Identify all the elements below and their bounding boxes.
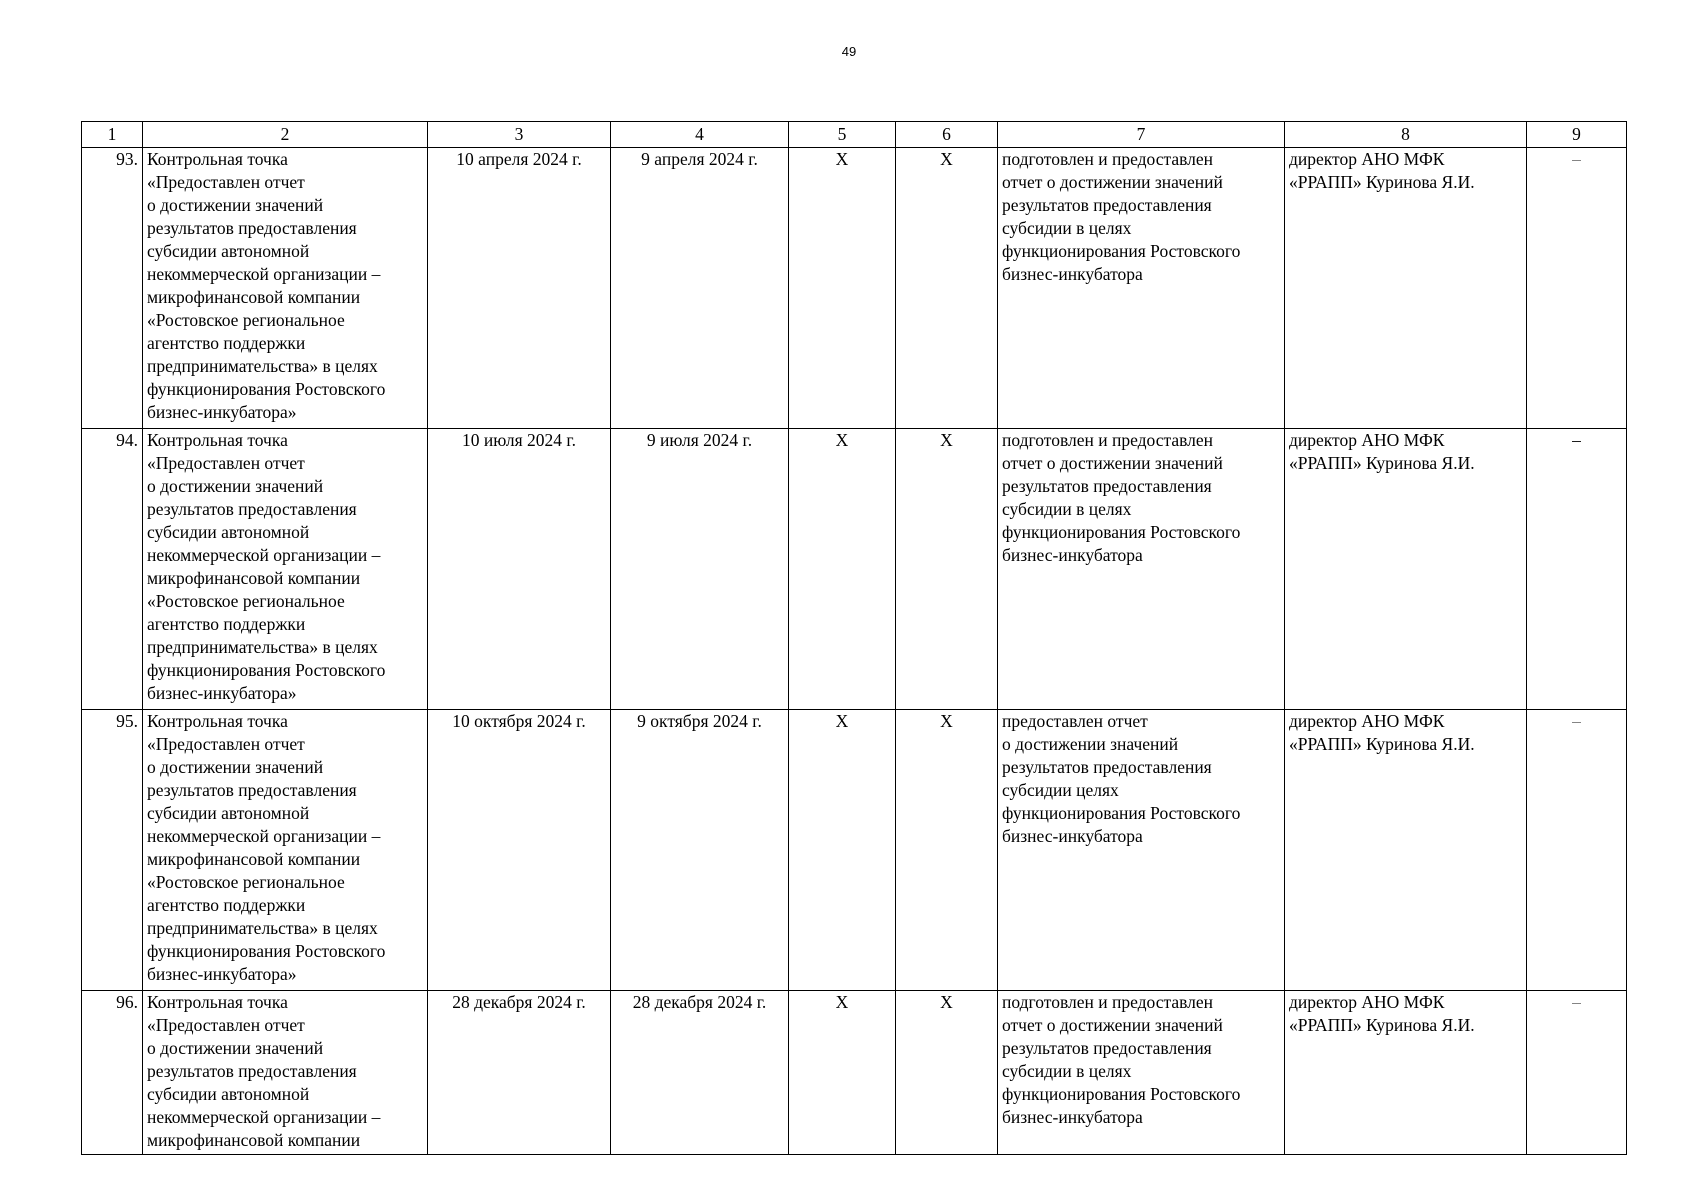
control-point-text: Контрольная точка «Предоставлен отчет о достижении значений результатов предоставления субсидии автономной некоммерческой организации – микрофинансовой компании «Ростовское региональное агентство поддержки предпринимательства» в целях функционирования Ростовского бизнес-инкубатора»	[147, 149, 386, 422]
table-row	[82, 429, 1627, 710]
responsible-text: директор АНО МФК «РРАПП» Куринова Я.И.	[1289, 711, 1475, 754]
header-row	[82, 122, 1627, 148]
table-row	[82, 710, 1627, 991]
table-row	[82, 991, 1627, 1155]
result-text: подготовлен и предоставлен отчет о достижении значений результатов предоставления субсидии в целях функционирования Ростовского бизнес-инкубатора	[1002, 430, 1241, 565]
responsible-person	[1285, 991, 1527, 1155]
actual-date: 9 октября 2024 г.	[611, 710, 789, 991]
planned-date: 10 апреля 2024 г.	[428, 148, 611, 429]
note-dash: –	[1527, 991, 1627, 1155]
header-col-5: 5	[789, 122, 896, 148]
control-point-text: Контрольная точка «Предоставлен отчет о достижении значений результатов предоставления субсидии автономной некоммерческой организации – микрофинансовой компании	[147, 992, 381, 1150]
responsible-text: директор АНО МФК «РРАПП» Куринова Я.И.	[1289, 430, 1475, 473]
planned-date: 10 июля 2024 г.	[428, 429, 611, 710]
result-text: подготовлен и предоставлен отчет о достижении значений результатов предоставления субсидии в целях функционирования Ростовского бизнес-инкубатора	[1002, 149, 1241, 284]
control-point-name	[143, 710, 428, 991]
responsible-person	[1285, 148, 1527, 429]
actual-date: 9 апреля 2024 г.	[611, 148, 789, 429]
control-point-name	[143, 429, 428, 710]
header-col-1: 1	[82, 122, 143, 148]
header-col-2: 2	[143, 122, 428, 148]
col5-mark: Х	[789, 991, 896, 1155]
responsible-person	[1285, 710, 1527, 991]
actual-date: 28 декабря 2024 г.	[611, 991, 789, 1155]
control-point-name	[143, 148, 428, 429]
responsible-text: директор АНО МФК «РРАПП» Куринова Я.И.	[1289, 992, 1475, 1035]
col6-mark: Х	[896, 429, 998, 710]
row-number: 94.	[82, 429, 143, 710]
control-point-text: Контрольная точка «Предоставлен отчет о достижении значений результатов предоставления субсидии автономной некоммерческой организации – микрофинансовой компании «Ростовское региональное агентство поддержки предпринимательства» в целях функционирования Ростовского бизнес-инкубатора»	[147, 430, 386, 703]
table-row	[82, 148, 1627, 429]
col6-mark: Х	[896, 991, 998, 1155]
header-col-7: 7	[998, 122, 1285, 148]
row-number: 96.	[82, 991, 143, 1155]
row-number: 93.	[82, 148, 143, 429]
col5-mark: Х	[789, 429, 896, 710]
control-point-name	[143, 991, 428, 1155]
note-dash: –	[1527, 148, 1627, 429]
header-col-9: 9	[1527, 122, 1627, 148]
planned-date: 10 октября 2024 г.	[428, 710, 611, 991]
header-col-8: 8	[1285, 122, 1527, 148]
result-description	[998, 148, 1285, 429]
col5-mark: Х	[789, 710, 896, 991]
result-description	[998, 991, 1285, 1155]
result-description	[998, 710, 1285, 991]
note-dash: –	[1527, 710, 1627, 991]
actual-date: 9 июля 2024 г.	[611, 429, 789, 710]
planned-date: 28 декабря 2024 г.	[428, 991, 611, 1155]
result-text: предоставлен отчет о достижении значений результатов предоставления субсидии целях функционирования Ростовского бизнес-инкубатора	[1002, 711, 1241, 846]
header-col-4: 4	[611, 122, 789, 148]
row-number: 95.	[82, 710, 143, 991]
note-dash: –	[1527, 429, 1627, 710]
col5-mark: Х	[789, 148, 896, 429]
header-col-6: 6	[896, 122, 998, 148]
responsible-text: директор АНО МФК «РРАПП» Куринова Я.И.	[1289, 149, 1475, 192]
result-text: подготовлен и предоставлен отчет о достижении значений результатов предоставления субсидии в целях функционирования Ростовского бизнес-инкубатора	[1002, 992, 1241, 1127]
col6-mark: Х	[896, 148, 998, 429]
responsible-person	[1285, 429, 1527, 710]
control-point-text: Контрольная точка «Предоставлен отчет о достижении значений результатов предоставления субсидии автономной некоммерческой организации – микрофинансовой компании «Ростовское региональное агентство поддержки предпринимательства» в целях функционирования Ростовского бизнес-инкубатора»	[147, 711, 386, 984]
control-points-table	[81, 121, 1627, 1155]
page-number: 49	[841, 44, 857, 59]
header-col-3: 3	[428, 122, 611, 148]
col6-mark: Х	[896, 710, 998, 991]
result-description	[998, 429, 1285, 710]
